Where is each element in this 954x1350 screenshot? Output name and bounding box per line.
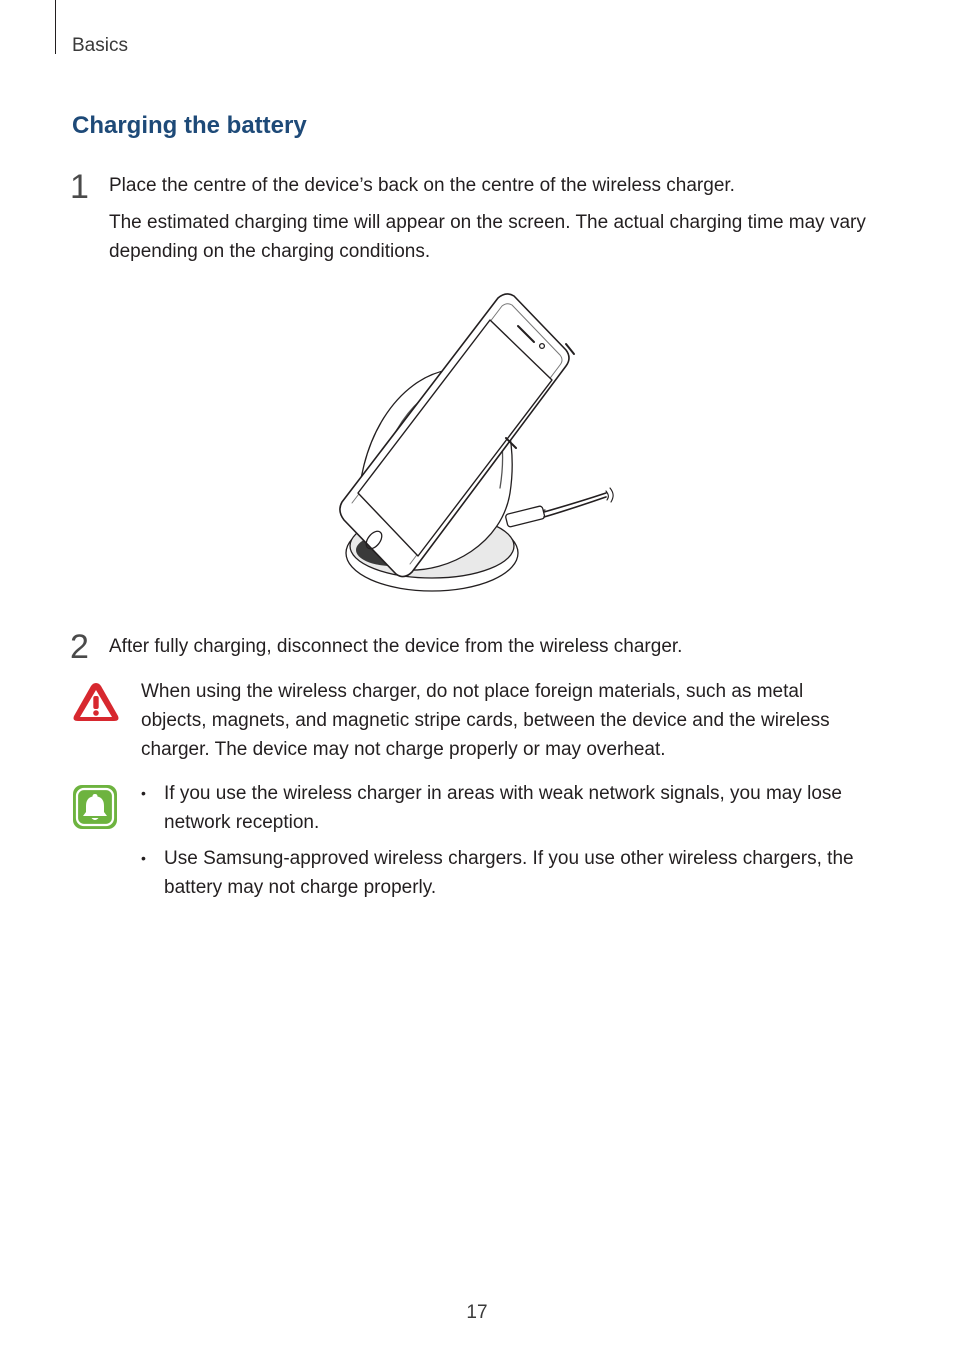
page-number: 17	[466, 1302, 488, 1323]
step-subtext-1: The estimated charging time will appear on the screen. The actual charging time may vary depending on the charging conditions.	[109, 212, 866, 262]
note-item-text: Use Samsung-approved wireless chargers. If you use other wireless chargers, the battery may not charge properly.	[164, 848, 854, 898]
note-list	[141, 779, 871, 909]
warning-triangle-icon	[72, 681, 120, 728]
bell-icon	[72, 784, 118, 835]
header-title: Basics	[72, 35, 128, 56]
step-number-2: 2	[70, 628, 89, 666]
step-text-2: After fully charging, disconnect the device from the wireless charger.	[109, 636, 683, 657]
wireless-charger-illustration	[330, 288, 630, 598]
step-number-1: 1	[70, 168, 89, 206]
header-rule	[55, 0, 56, 54]
list-item	[141, 844, 871, 902]
step-text-1: Place the centre of the device’s back on the centre of the wireless charger.	[109, 175, 735, 196]
list-item	[141, 779, 871, 837]
section-title: Charging the battery	[72, 112, 307, 139]
caution-text: When using the wireless charger, do not place foreign materials, such as metal objects, magnets, and magnetic stripe cards, between the device and the wireless charger. The device may not charge properly or may overheat.	[141, 681, 830, 760]
phone-on-charger-image	[330, 288, 630, 598]
note-item-text: If you use the wireless charger in areas with weak network signals, you may lose network reception.	[164, 783, 842, 833]
bullet-dot: •	[141, 850, 146, 866]
bullet-dot: •	[141, 785, 146, 801]
